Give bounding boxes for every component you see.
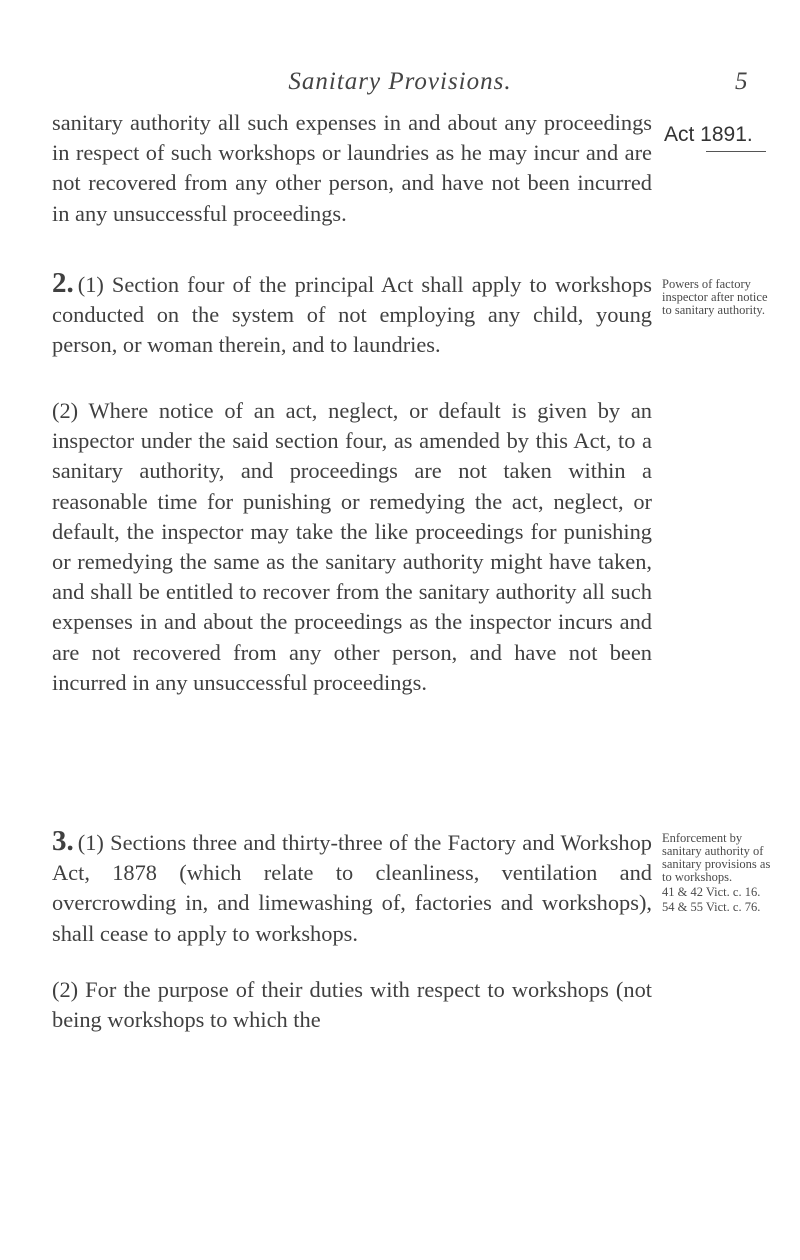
section-2-paragraph-1	[52, 268, 652, 361]
paragraph-continuation	[52, 108, 652, 229]
margin-note: Powers of factory inspector after notice to sanitary authority.	[662, 277, 768, 317]
running-head: Sanitary Provisions.	[288, 68, 512, 95]
section-2-paragraph-2	[52, 396, 652, 698]
paragraph-text: (1) Section four of the principal Act shall apply to workshops conducted on the system of not employing any child, young person, or woman therein, and to laundries.	[52, 272, 652, 358]
act-year-label: Act 1891.	[664, 123, 753, 146]
paragraph-text: (2) For the purpose of their duties with respect to workshops (not being workshops to which the	[52, 977, 652, 1033]
margin-citation: 41 & 42 Vict. c. 16.	[662, 885, 761, 899]
margin-note: Enforcement by sanitary authority of sanitary provisions as to workshops.	[662, 831, 771, 884]
margin-note-section-2	[662, 278, 780, 319]
section-number: 3.	[52, 825, 74, 857]
page-header	[0, 68, 800, 98]
section-number: 2.	[52, 267, 74, 299]
section-3-paragraph-1	[52, 826, 652, 949]
section-3-paragraph-2	[52, 975, 652, 1035]
act-year-rule	[706, 151, 766, 152]
paragraph-text: (2) Where notice of an act, neglect, or default is given by an inspector under the said section four, as amended by this Act, to a sanitary authority, and proceedings are not taken within a reasonable time for punishing or remedying the act, neglect, or default, the inspector may take the like proceedings for punishing or remedying the same as the sanitary authority might have taken, and shall be entitled to recover from the sanitary authority all such expenses in and about the proceedings as the inspector incurs and are not recovered from any other person, and have not been incurred in any unsuccessful proceedings.	[52, 398, 652, 695]
margin-citation: 54 & 55 Vict. c. 76.	[662, 900, 761, 914]
margin-note-section-3	[662, 832, 780, 916]
page-number: 5	[735, 68, 748, 95]
paragraph-text: (1) Sections three and thirty-three of the Factory and Workshop Act, 1878 (which relate to cleanliness, ventilation and overcrowding in, and limewashing of, factories and workshops), shall cease to apply to workshops.	[52, 830, 652, 946]
paragraph-text: sanitary authority all such expenses in and about any proceedings in respect of such workshops or laundries as he may incur and are not recovered from any other person, and have not been incurred in any unsuccessful proceedings.	[52, 110, 652, 226]
